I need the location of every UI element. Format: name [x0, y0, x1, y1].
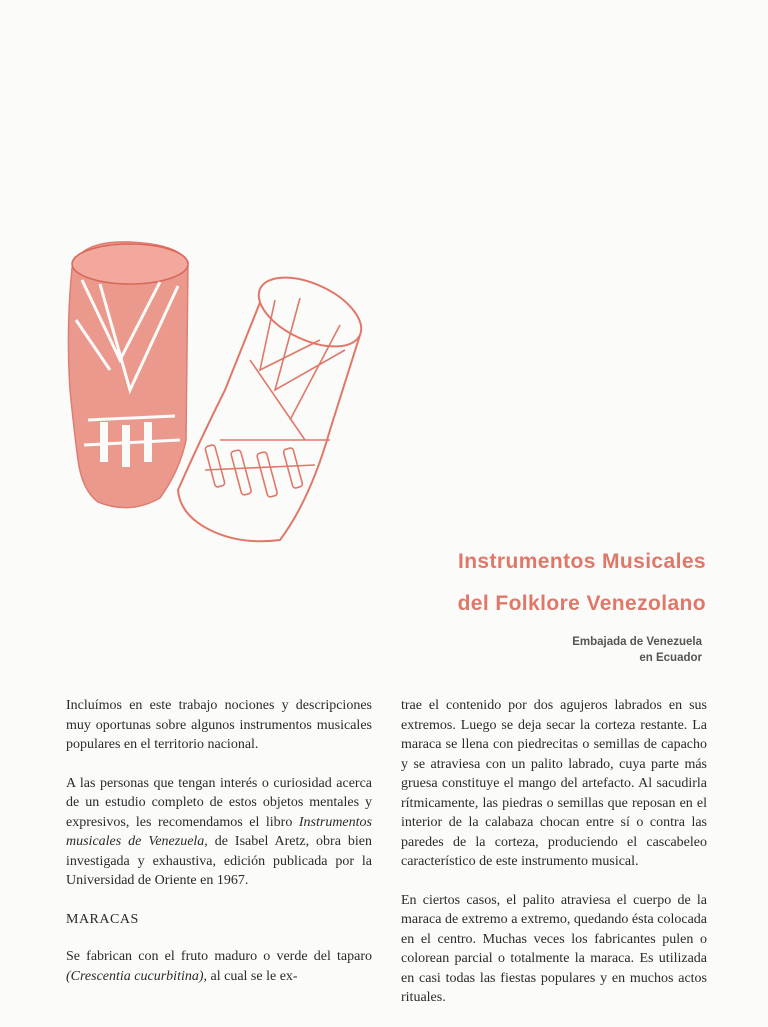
maracas-paragraph — [66, 947, 372, 986]
recommendation-text-a: A las personas que tengan interés o curiosidad acerca de un estudio completo de estos objetos mentales y expresivos, les recomendamos el libro — [66, 775, 372, 830]
credit-line2: en Ecuador — [639, 652, 702, 664]
book-title: Instrumentos musicales de Venezuela, — [66, 814, 372, 849]
back-drum — [68, 242, 188, 508]
intro-paragraph: Incluímos en este trabajo nociones y descripciones muy oportunas sobre algunos instrumentos musicales populares en el territorio nacional. — [66, 698, 372, 752]
recommendation-paragraph — [66, 774, 372, 891]
left-column — [66, 696, 372, 1005]
recommendation-text-b: de Isabel Aretz, obra bien investigada y exhaustiva, edición publicada por la Universidad de Oriente en 1967. — [66, 834, 372, 888]
front-drum — [178, 263, 372, 541]
page-title-line1: Instrumentos Musicales — [457, 550, 706, 573]
drums-illustration — [60, 240, 400, 560]
maracas-variants-paragraph: En ciertos casos, el palito atraviesa el cuerpo de la maraca de extremo a extremo, quedando ésta colocada en el centro. Muchas veces los fabricantes pulen o colorean parcial o totalmente la maraca. Es utilizada en casi todas las fiestas populares y en muchos actos rituales. — [401, 892, 707, 1005]
credit-line1: Embajada de Venezuela — [572, 636, 702, 648]
section-heading: MARACAS — [66, 911, 139, 927]
maracas-text-b: al cual se le ex- — [207, 968, 298, 984]
drums-icon — [60, 240, 400, 560]
species-name: (Crescentia cucurbitina), — [66, 968, 208, 984]
credit — [572, 634, 702, 666]
maracas-text-a: Se fabrican con el fruto maduro o verde del taparo — [66, 949, 372, 964]
maracas-continued-paragraph: trae el contenido por dos agujeros labrados en sus extremos. Luego se deja secar la corteza restante. La maraca se llena con piedrecitas o semillas de capacho y se atraviesa con un palito labrado, cuya parte más gruesa constituye el mango del artefacto. Al sacudirla rítmicamente, las piedras o semillas que reposan en el interior de la calabaza chocan entre sí o contra las paredes de la corteza, produciendo el cascabeleo característico de este instrumento musical. — [401, 698, 707, 869]
page-title-line2: del Folklore Venezolano — [457, 592, 706, 615]
right-column — [401, 696, 707, 1027]
